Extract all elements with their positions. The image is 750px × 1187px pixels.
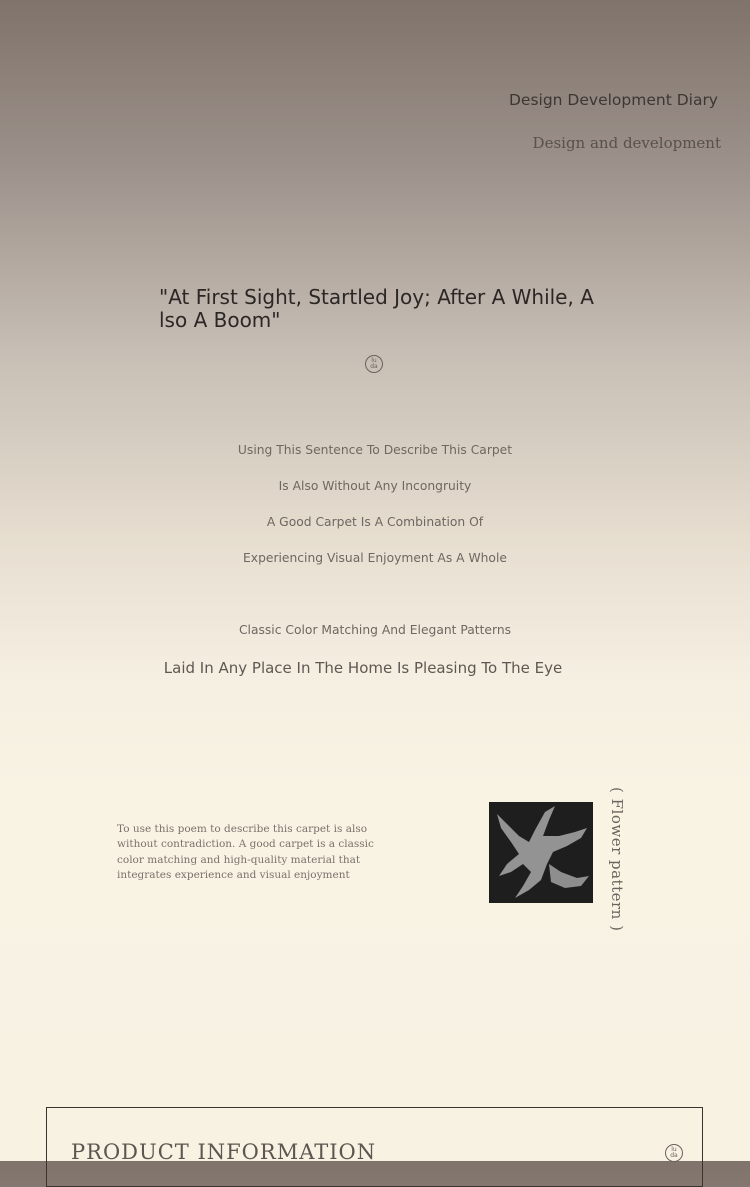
description-line: Classic Color Matching And Elegant Patterns — [238, 623, 512, 637]
description-highlight-line: Laid In Any Place In The Home Is Pleasing To The Eye — [163, 659, 563, 677]
description-line: Experiencing Visual Enjoyment As A Whole — [243, 551, 507, 565]
logo-text-bottom: da — [670, 1152, 678, 1159]
logo-text-top: lu — [371, 357, 377, 364]
section-title: PRODUCT INFORMATION — [71, 1140, 377, 1164]
brand-logo-icon — [665, 1144, 683, 1162]
description-line: Is Also Without Any Incongruity — [278, 479, 472, 493]
description-line: A Good Carpet Is A Combination Of — [266, 515, 484, 529]
pattern-label: ( Flower pattern ) — [608, 787, 626, 932]
page-header-title: Design Development Diary — [508, 91, 718, 109]
brand-logo-icon — [365, 355, 383, 373]
headline-quote: "At First Sight, Startled Joy; After A While, Also A Boom" — [159, 285, 594, 332]
detail-paragraph: To use this poem to describe this carpet is also without contradiction. A good carpet is a classic color matching and high-quality material that integrates experience and visual enjoyment — [117, 823, 374, 881]
description-line: Using This Sentence To Describe This Carpet — [237, 443, 513, 457]
logo-text-bottom: da — [370, 363, 378, 370]
page-header-subtitle: Design and development — [532, 134, 721, 152]
flower-pattern-swatch-image — [489, 802, 593, 903]
logo-text-top: lu — [671, 1146, 677, 1153]
product-information-section — [46, 1107, 703, 1187]
